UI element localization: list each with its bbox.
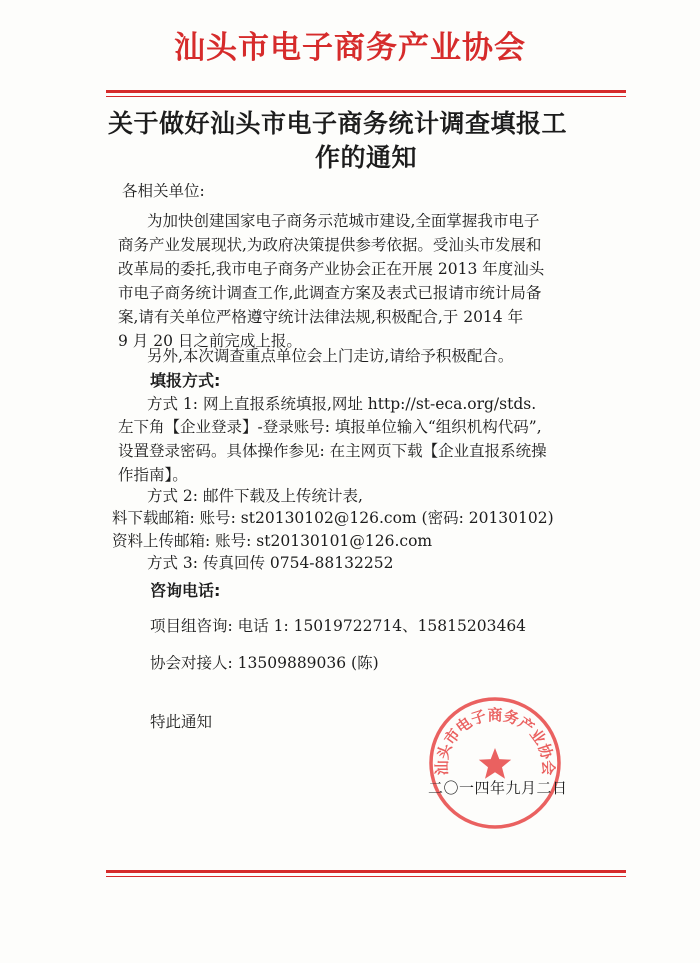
contact-project-team: 项目组咨询: 电话 1: 15019722714、15815203464 [150,617,527,635]
salutation: 各相关单位: [122,182,205,200]
method-2-download-email: 料下载邮箱: 账号: st20130102@126.com (密码: 20130102) [112,509,554,527]
method-1-line: 设置登录密码。具体操作参见: 在主网页下载【企业直报系统操 [118,442,547,460]
paragraph-1-line: 为加快创建国家电子商务示范城市建设,全面掌握我市电子 [147,212,540,230]
document-date: 二〇一四年九月二日 [428,779,568,797]
paragraph-1-line: 9 月 20 日之前完成上报。 [118,332,302,350]
contact-heading: 咨询电话: [150,581,221,600]
contact-association-person: 协会对接人: 13509889036 (陈) [150,654,379,672]
org-header-title: 汕头市电子商务产业协会 [174,30,526,66]
paragraph-1-line: 案,请有关单位严格遵守统计法律法规,积极配合,于 2014 年 [118,308,524,326]
document-title-line-2: 作的通知 [314,143,417,172]
method-2-upload-email: 资料上传邮箱: 账号: st20130101@126.com [112,532,433,550]
document-title-line-1: 关于做好汕头市电子商务统计调查填报工 [108,109,568,138]
star-icon [479,748,511,779]
official-seal [428,696,562,830]
bottom-red-rule [106,870,626,877]
top-red-rule [106,90,626,97]
method-2-line: 方式 2: 邮件下载及上传统计表, [147,487,363,505]
method-3-fax: 方式 3: 传真回传 0754-88132252 [147,554,394,572]
method-1-line: 左下角【企业登录】-登录账号: 填报单位输入“组织机构代码”, [118,418,542,436]
paragraph-1-line: 改革局的委托,我市电子商务产业协会正在开展 2013 年度汕头 [118,260,545,278]
paragraph-1-line: 市电子商务统计调查工作,此调查方案及表式已报请市统计局备 [118,284,542,302]
paragraph-2: 另外,本次调查重点单位会上门走访,请给予积极配合。 [147,347,514,365]
method-1-line: 方式 1: 网上直报系统填报,网址 http://st-eca.org/stds. [147,395,537,413]
fill-method-heading: 填报方式: [150,371,221,390]
document-title [108,107,624,175]
paragraph-1-line: 商务产业发展现状,为政府决策提供参考依据。受汕头市发展和 [118,236,542,254]
method-1-line: 作指南】。 [118,466,188,484]
closing-remark: 特此通知 [150,713,213,731]
seal-text: 汕头市电子商务产业协会 [432,706,558,776]
